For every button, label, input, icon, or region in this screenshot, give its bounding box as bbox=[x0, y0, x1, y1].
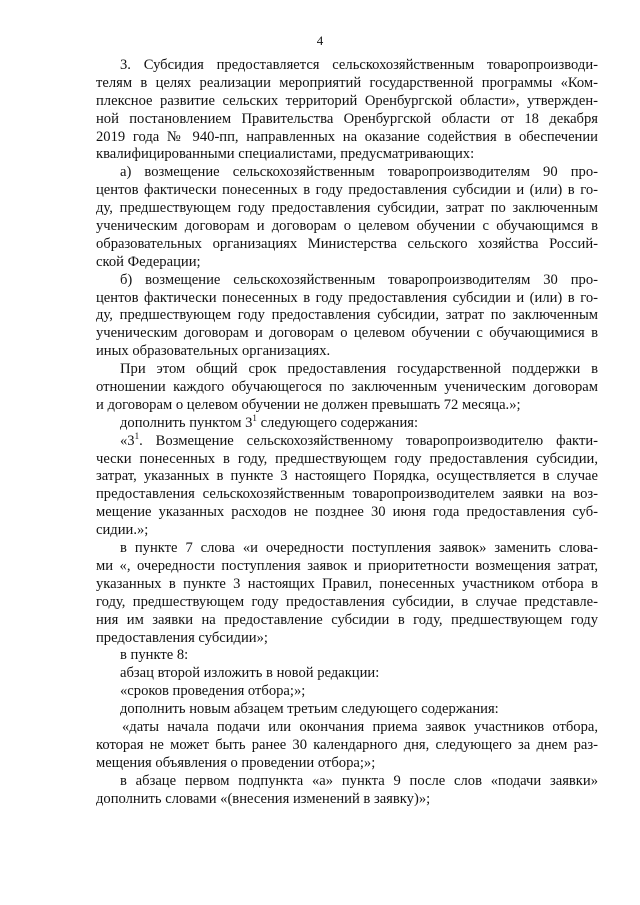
text-line bbox=[96, 129, 598, 147]
text-line-content: плексное развитие сельских территорий Оренбургской области», утвержден- bbox=[96, 92, 598, 109]
text-line bbox=[96, 111, 598, 129]
text-line bbox=[96, 522, 598, 540]
text-line-content: квалифицированными специалистами, предусматривающих: bbox=[96, 146, 475, 163]
text-line-content: центов фактически понесенных в году предоставления субсидии и (или) в го- bbox=[96, 289, 598, 306]
text-line-content: иных образовательных организациях. bbox=[96, 343, 331, 360]
superscript: 1 bbox=[134, 430, 140, 441]
text-line bbox=[96, 647, 598, 665]
text-line-content: дополнить пунктом 3 bbox=[120, 414, 253, 431]
text-line-content: ми «, очередности поступления заявок и приоритетности возмещения затрат, bbox=[96, 557, 598, 574]
text-line bbox=[96, 594, 598, 612]
text-line-continuation: . Возмещение сельскохозяйственному товаропроизводителю факти- bbox=[139, 432, 598, 449]
page-number: 4 bbox=[316, 33, 324, 48]
text-line bbox=[96, 430, 598, 451]
text-line bbox=[96, 236, 598, 254]
text-line-content: образовательных организациях Министерства сельского хозяйства Россий- bbox=[96, 235, 598, 252]
text-line-continuation: следующего содержания: bbox=[256, 414, 419, 431]
text-line bbox=[96, 737, 598, 755]
text-line bbox=[96, 683, 598, 701]
text-line bbox=[96, 468, 598, 486]
text-line-content: телям в целях реализации мероприятий государственной программы «Ком- bbox=[96, 74, 598, 91]
text-line-content: ской Федерации; bbox=[96, 253, 201, 270]
text-line-content: в пункте 8: bbox=[120, 647, 189, 664]
text-line-content: ду, предшествующем году предоставления субсидии, затрат по заключенным bbox=[96, 200, 598, 217]
document-body bbox=[96, 57, 598, 808]
text-line-content: ду, предшествующем году предоставления субсидии, затрат по заключенным bbox=[96, 307, 598, 324]
text-line bbox=[96, 791, 598, 809]
text-line bbox=[96, 379, 598, 397]
text-line-content: году, предшествующем году предоставления субсидии, в случае представле- bbox=[96, 593, 598, 610]
text-line-content: «сроков проведения отбора;»; bbox=[120, 683, 306, 700]
text-line-content: 3. Субсидия предоставляется сельскохозяйственным товаропроизводи- bbox=[120, 57, 598, 73]
text-line-content: ния им заявки на предоставление субсидии в году, предшествующем году bbox=[96, 611, 598, 628]
text-line-content: «3 bbox=[120, 432, 135, 449]
text-line-content: мещение указанных расходов не позднее 30 июня года предоставления суб- bbox=[96, 504, 598, 521]
text-line bbox=[96, 164, 598, 182]
text-line bbox=[96, 451, 598, 469]
text-line-content: а) возмещение сельскохозяйственным товаропроизводителям 90 про- bbox=[120, 164, 598, 181]
text-line-content: «даты начала подачи или окончания приема заявок участников отбора, bbox=[122, 718, 598, 735]
text-line bbox=[96, 290, 598, 308]
text-line-content: предоставления сельскохозяйственным товаропроизводителем заявки на воз- bbox=[96, 486, 598, 503]
text-line-content: дополнить новым абзацем третьим следующего содержания: bbox=[120, 701, 499, 718]
text-line-content: мещения объявления о проведении отбора;»; bbox=[96, 754, 376, 771]
text-line bbox=[96, 701, 598, 719]
text-line bbox=[96, 540, 598, 558]
text-line bbox=[96, 254, 598, 272]
text-line-content: которая не может быть ранее 30 календарного дня, следующего за днем раз- bbox=[96, 736, 598, 753]
text-line bbox=[96, 576, 598, 594]
text-line-content: дополнить словами «(внесения изменений в заявку)»; bbox=[96, 790, 431, 807]
text-line bbox=[96, 504, 598, 522]
text-line-content: При этом общий срок предоставления государственной поддержки в bbox=[120, 361, 598, 378]
text-line-content: указанных в пункте 3 настоящих Правил, понесенных участником отбора в bbox=[96, 575, 598, 592]
text-line bbox=[96, 75, 598, 93]
text-line-content: отношении каждого обучающегося по заключенным ученическим договорам bbox=[96, 379, 598, 396]
text-line bbox=[96, 93, 598, 111]
text-line-content: предоставления субсидии»; bbox=[96, 629, 268, 646]
text-line bbox=[96, 719, 598, 737]
text-line-content: и договорам о целевом обучении не должен превышать 72 месяца.»; bbox=[96, 396, 521, 413]
text-line-content: 2019 года № 940-пп, направленных на оказание содействия в обеспечении bbox=[96, 128, 598, 145]
text-line bbox=[96, 182, 598, 200]
text-line-content: в абзаце первом подпункта «а» пункта 9 после слов «подачи заявки» bbox=[120, 772, 598, 789]
text-line bbox=[96, 361, 598, 379]
text-line-content: ученическим договорам и договорам о целевом обучении с обучающимся в bbox=[96, 218, 598, 235]
text-line-content: чески понесенных в году, предшествующем году предоставления субсидии, bbox=[96, 450, 598, 467]
superscript: 1 bbox=[252, 412, 257, 423]
text-line bbox=[96, 773, 598, 791]
text-line bbox=[96, 612, 598, 630]
text-line-content: ной постановлением Правительства Оренбургской области от 18 декабря bbox=[96, 110, 598, 127]
text-line bbox=[96, 412, 598, 433]
text-line-content: абзац второй изложить в новой редакции: bbox=[120, 665, 380, 682]
text-line bbox=[96, 343, 598, 361]
text-line-content: затрат, указанных в пункте 3 настоящего Порядка, осуществляется в случае bbox=[96, 468, 598, 485]
text-line bbox=[96, 200, 598, 218]
text-line bbox=[96, 397, 598, 415]
text-line-content: б) возмещение сельскохозяйственным товаропроизводителям 30 про- bbox=[120, 271, 598, 288]
text-line bbox=[96, 218, 598, 236]
text-line-content: в пункте 7 слова «и очередности поступления заявок» заменить слова- bbox=[120, 540, 598, 557]
text-line bbox=[96, 57, 598, 75]
text-line bbox=[96, 307, 598, 325]
text-line bbox=[96, 146, 598, 164]
text-line-content: ученическим договорам и договорам о целевом обучении с обучающимися в bbox=[96, 325, 598, 342]
text-line bbox=[96, 665, 598, 683]
text-line bbox=[96, 755, 598, 773]
text-line bbox=[96, 325, 598, 343]
text-line bbox=[96, 558, 598, 576]
text-line-content: центов фактически понесенных в году предоставления субсидии и (или) в го- bbox=[96, 182, 598, 199]
text-line bbox=[96, 272, 598, 290]
text-line-content: сидии.»; bbox=[96, 522, 149, 539]
text-line bbox=[96, 486, 598, 504]
text-line bbox=[96, 630, 598, 648]
